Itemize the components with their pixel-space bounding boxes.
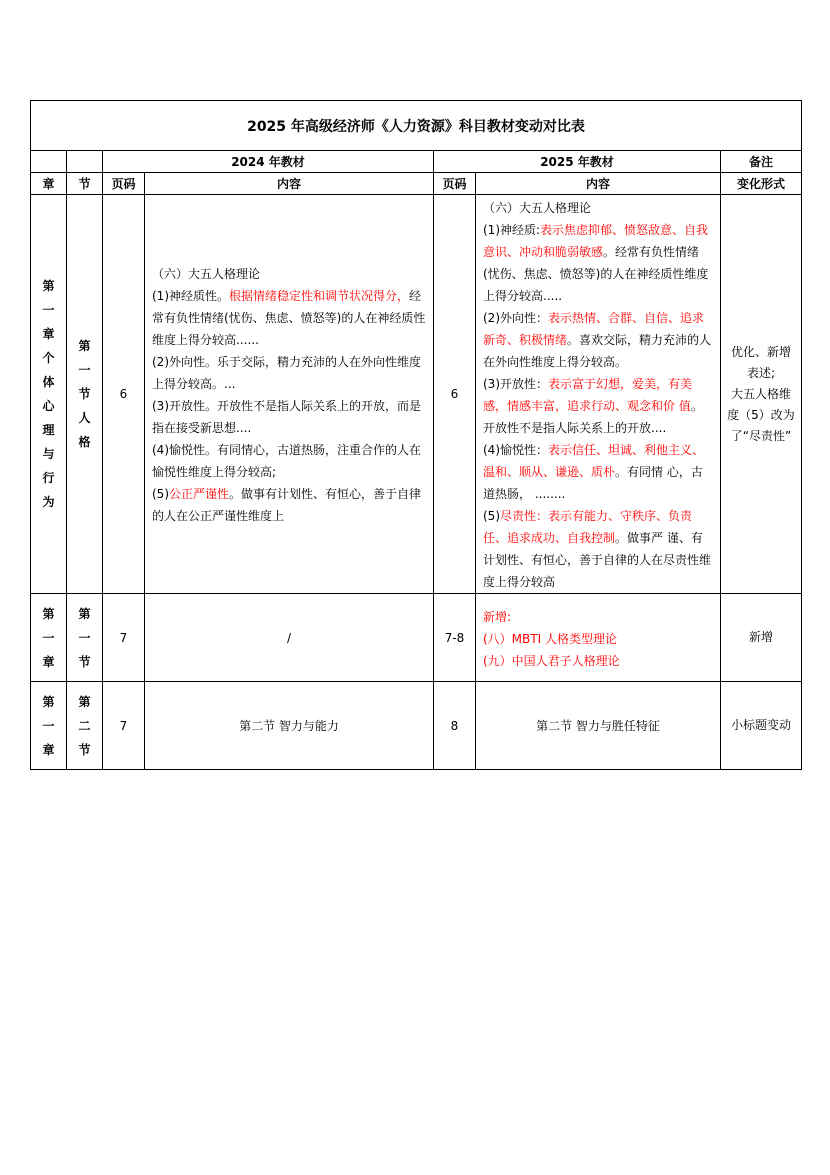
page-2025-cell: 8: [434, 682, 476, 770]
table-row: [31, 682, 802, 770]
page-2024-cell: 6: [103, 195, 145, 594]
section-cell: 第 一 节 人 格: [67, 195, 103, 594]
chapter-cell: 第 一 章: [31, 594, 67, 682]
section-column-header: 节: [67, 173, 103, 195]
chapter-column-header: 章: [31, 173, 67, 195]
content-2024-column-header: 内容: [145, 173, 434, 195]
page-2024-column-header: 页码: [103, 173, 145, 195]
page-2025-cell: 6: [434, 195, 476, 594]
section-cell: 第 一 节: [67, 594, 103, 682]
content-2024-cell: /: [145, 594, 434, 682]
table-row: [31, 195, 802, 594]
content-2025-column-header: 内容: [476, 173, 721, 195]
page-2025-cell: 7-8: [434, 594, 476, 682]
edition-2025-header: 2025 年教材: [434, 151, 721, 173]
section-cell: 第 二 节: [67, 682, 103, 770]
empty-header-cell: [31, 151, 67, 173]
remark-header: 备注: [721, 151, 802, 173]
chapter-cell: 第 一 章 个 体 心 理 与 行 为: [31, 195, 67, 594]
change-type-column-header: 变化形式: [721, 173, 802, 195]
remark-cell: 优化、新增 表述; 大五人格维 度（5）改为 了“尽责性”: [721, 195, 802, 594]
page-2025-column-header: 页码: [434, 173, 476, 195]
page-2024-cell: 7: [103, 682, 145, 770]
chapter-cell: 第 一 章: [31, 682, 67, 770]
content-2025-cell: 新增: (八）MBTI 人格类型理论 (九）中国人君子人格理论: [476, 594, 721, 682]
table-row: [31, 594, 802, 682]
empty-header-cell: [67, 151, 103, 173]
edition-2024-header: 2024 年教材: [103, 151, 434, 173]
content-2024-cell: 第二节 智力与能力: [145, 682, 434, 770]
document-title: 2025 年高级经济师《人力资源》科目教材变动对比表: [31, 101, 802, 151]
content-2024-cell: （六）大五人格理论 (1)神经质性。根据情绪稳定性和调节状况得分，经常有负性情绪(忧伤、焦虑、愤怒等)的人在神经质性维度上得分较高...... (2)外向性。乐于交际，精力充沛的人在外向性维度上得分较高。... (3)开放性。开放性不是指人际关系上的开放，而是指在接受新思想.... (4)愉悦性。有同情心，古道热肠，注重合作的人在愉悦性维度上得分较高; (5)公正严谨性。做事有计划性、有恒心，善于自律的人在公正严谨性维度上: [145, 195, 434, 594]
remark-cell: 新增: [721, 594, 802, 682]
content-2025-cell: 第二节 智力与胜任特征: [476, 682, 721, 770]
page-2024-cell: 7: [103, 594, 145, 682]
comparison-table: [30, 100, 802, 770]
remark-cell: 小标题变动: [721, 682, 802, 770]
content-2025-cell: （六）大五人格理论 (1)神经质:表示焦虑抑郁、愤怒敌意、自我意识、冲动和脆弱敏感。经常有负性情绪(忧伤、焦虑、愤怒等)的人在神经质性维度上得分较高..... (2)外向性：表示热情、合群、自信、追求新奇、积极情绪。喜欢交际，精力充沛的人在外向性维度上得分较高。 (3)开放性：表示富于幻想，爱美，有美感，情感丰富，追求行动、观念和价 值。开放性不是指人际关系上的开放.... (4)愉悦性：表示信任、坦诚、利他主义、温和、顺从、谦逊、质朴。有同情 心，古道热肠， ........ (5)尽责性：表示有能力、守秩序、负责任、追求成功、自我控制。做事严 谨、有计划性、有恒心，善于自律的人在尽责性维度上得分较高: [476, 195, 721, 594]
